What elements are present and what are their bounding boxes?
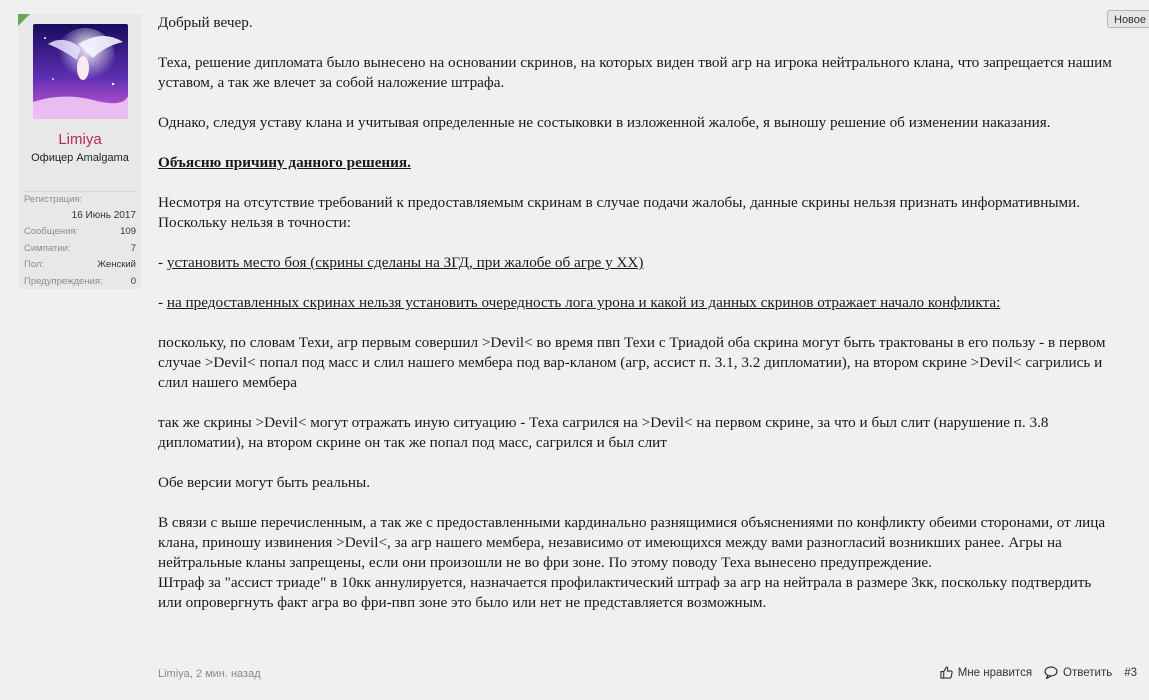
list-item-text: установить место боя (скрины сделаны на ЗГД, при жалобе об агре у ХХ) — [166, 254, 644, 271]
stat-value: Женский — [97, 259, 136, 271]
registration-label: Регистрация: — [24, 194, 83, 205]
reply-button[interactable] — [1044, 666, 1112, 679]
username[interactable]: Limiya — [58, 131, 102, 148]
stat-label: Сообщения: — [24, 226, 79, 238]
message-paragraph: поскольку, по словам Техи, агр первым совершил >Devil< во время пвп Техи с Триадой оба скрина могут быть трактованы в его пользу - в первом случае >Devil< попал под масс и слил нашего мембера под вар-кланом (агр, ассист п. 3.1, 3.2 дипломатии), на втором скрине >Devil< сагрились и слил нашего мембера — [158, 334, 1106, 391]
like-label: Мне нравится — [957, 666, 1033, 679]
message-paragraph: В связи с выше перечисленным, а так же с предоставленными кардинально разнящимися объяснениями по конфликту обеими сторонами, от лица клана, приношу извинения >Devil<, за агр нашего мембера, независимо от имеющихся между вами разногласий возникших ранее. Агры на нейтральные кланы запрещены, если они произошли не во фри зоне. По этому поводу Теха вынесено предупреждение. — [158, 514, 1106, 571]
stat-value: 7 — [130, 242, 136, 254]
list-item-text: на предоставленных скринах нельзя установить очередность лога урона и какой из данных скринов отражает начало конфликта: — [166, 294, 1001, 311]
avatar[interactable] — [33, 24, 128, 119]
user-title: Офицер Amalgama — [31, 152, 129, 164]
message-paragraph: Штраф за "ассист триаде" в 10кк аннулируется, назначается профилактический штраф за агр на нейтрала в размере 3кк, поскольку подтвердить или опровергнуть факт агра во фри-пвп зоне это было или нет не представляется возможным. — [158, 574, 1092, 611]
stat-gender — [24, 257, 136, 273]
list-dash: - — [158, 254, 167, 271]
message-heading: Объясню причину данного решения. — [158, 154, 411, 171]
stat-value[interactable]: 109 — [120, 226, 136, 238]
stat-label: Пол: — [24, 259, 45, 271]
registration-row — [24, 192, 136, 208]
user-extra-info — [24, 191, 136, 290]
stat-value: 0 — [130, 275, 136, 287]
list-item — [158, 293, 1116, 313]
message-body — [158, 13, 1116, 613]
stat-label: Предупреждения: — [24, 275, 103, 287]
message-paragraph: Однако, следуя уставу клана и учитывая определенные не состыковки в изложенной жалобе, я выношу решение об изменении наказания. — [158, 114, 1051, 131]
reply-label: Ответить — [1063, 666, 1113, 679]
stat-label: Симпатии: — [24, 242, 71, 254]
message-paragraph: Обе версии могут быть реальны. — [158, 474, 371, 491]
message-paragraph: Несмотря на отсутствие требований к предоставляемым скринам в случае подачи жалобы, данные скрины нельзя признать информативными. Поскольку нельзя в точности: — [158, 194, 1081, 231]
stat-likes — [24, 241, 136, 257]
post-number-link[interactable] — [1124, 667, 1137, 679]
stat-messages — [24, 224, 136, 240]
post-controls — [928, 666, 1137, 679]
stat-warnings — [24, 274, 136, 290]
new-post-corner-marker — [18, 14, 30, 26]
post-number: #3 — [1124, 666, 1137, 679]
message-paragraph: Теха, решение дипломата было вынесено на основании скринов, на которых виден твой агр на игрока нейтрального клана, что запрещается нашим уставом, а так же влечет за собой наложение штрафа. — [158, 54, 1112, 91]
new-badge: Новое — [1107, 10, 1149, 28]
message-paragraph: так же скрины >Devil< могут отражать иную ситуацию - Теха сагрился на >Devil< на первом скрине, за что и был слит (нарушение п. 3.8 дипломатии), на втором скрине он так же попал под масс, сагрился и был слит — [158, 414, 1049, 451]
thumbs-up-icon — [940, 666, 953, 679]
registration-date: 16 Июнь 2017 — [71, 210, 136, 222]
post-meta[interactable]: Limiya, 2 мин. назад — [158, 668, 261, 680]
list-item — [158, 253, 1116, 273]
speech-bubble-icon — [1044, 666, 1058, 679]
list-dash: - — [158, 294, 167, 311]
message-paragraph: Добрый вечер. — [158, 14, 253, 31]
like-button[interactable] — [940, 666, 1032, 679]
